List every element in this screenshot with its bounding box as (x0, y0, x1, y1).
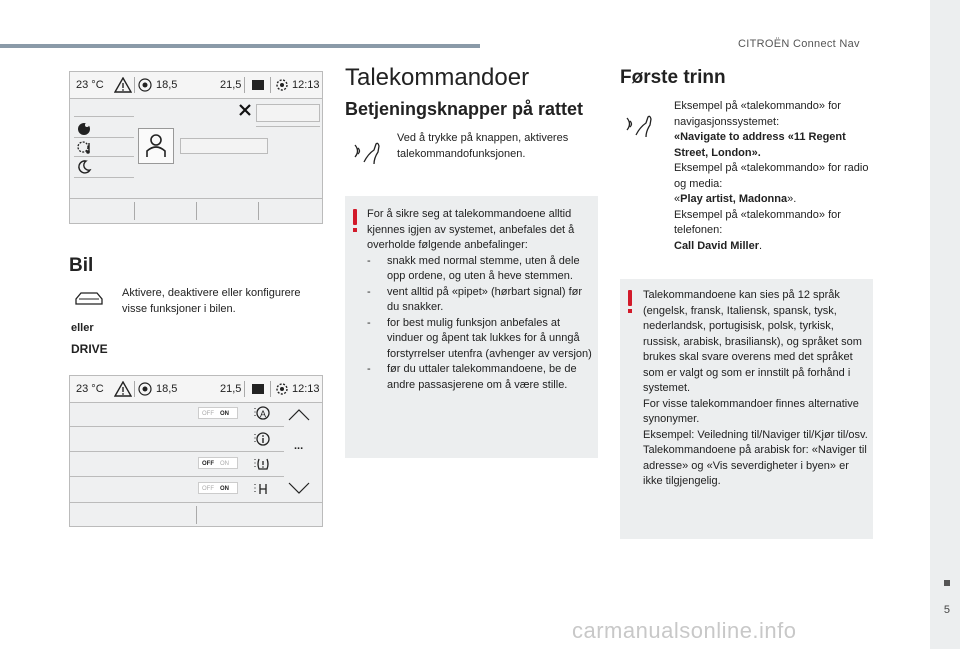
screen-vehicle (69, 375, 323, 527)
status-bar (70, 72, 322, 99)
more-handle: ⋮ (250, 483, 260, 494)
brand-label: CITROËN Connect Nav (738, 38, 860, 50)
note-item: - vent alltid på «pipet» (hørbart signal) før du snakker. (367, 285, 593, 316)
language-note-box (620, 279, 873, 539)
moon-icon[interactable] (76, 159, 92, 175)
note-line: Talekommandoene kan sies på 12 språk (engelsk, fransk, Italiensk, spansk, tysk, nederlandsk, portugisisk, polsk, tyrkisk, russisk, arabisk, brasiliansk), og språket som brukes skal svare overens med det språket som er valgt og som er innstilt på forhånd i systemet. (643, 289, 862, 394)
warning-mark-icon (353, 209, 357, 225)
svg-text:A: A (260, 409, 267, 419)
settings-icon (274, 381, 290, 397)
example-phone-command: Call David Miller. (674, 239, 763, 252)
voice-command-icon (352, 136, 382, 166)
note-content (367, 207, 593, 393)
palette-icon[interactable] (76, 120, 92, 136)
car-icon (73, 289, 105, 309)
left-temp: 18,5 (156, 383, 178, 395)
note-box (345, 196, 598, 458)
note-line: Talekommandoene på arabisk for: «Naviger til adresse» og «Vis severdigheter i byen» er ikke tilgjengelig. (643, 444, 867, 487)
divider (74, 177, 134, 178)
divider (74, 156, 134, 157)
settings-media-icon[interactable] (76, 139, 94, 155)
location-icon (138, 78, 152, 92)
toggle-switch[interactable]: OFF ON (198, 482, 238, 494)
toggle-switch[interactable]: OFF ON (198, 457, 238, 469)
screen-settings (69, 71, 323, 224)
example-radio-command: «Play artist, Madonna». (674, 193, 797, 205)
note-item: - for best mulig funksjon anbefales at vinduer og åpent tak lukkes for å unngå forstyrrelser utenfra (avhenger av versjon) (367, 316, 593, 363)
more-indicator: ... (294, 440, 304, 452)
info-icon (256, 432, 270, 446)
clock: 12:13 (292, 383, 320, 395)
or-label: eller (71, 322, 94, 334)
watermark: carmanualsonline.info (572, 618, 797, 643)
note-line: Eksempel: Veiledning til/Naviger til/Kjør til/osv. (643, 428, 868, 441)
profile-button[interactable] (138, 128, 174, 164)
example-radio-label: Eksempel på «talekommando» for radio og media: (674, 162, 869, 190)
warning-mark-icon (628, 290, 632, 306)
page-marker (944, 580, 950, 586)
divider (256, 126, 320, 127)
phone-icon (250, 382, 266, 396)
tyre-warning-icon (256, 457, 270, 471)
more-handle: ⋮ (250, 433, 260, 444)
outside-temp: 23 °C (76, 383, 104, 395)
outside-temp: 23 °C (76, 79, 104, 91)
toggle-switch[interactable]: OFF ON (198, 407, 238, 419)
location-icon (138, 382, 152, 396)
settings-icon (274, 77, 290, 93)
example-nav-label: Eksempel på «talekommando» for navigasjonssystemet: (674, 100, 841, 128)
example-phone-label: Eksempel på «talekommando» for telefonen: (674, 208, 841, 236)
more-handle: ⋮ (250, 458, 260, 469)
seat-icon (256, 482, 270, 496)
right-temp: 21,5 (220, 383, 242, 395)
note-item: - før du uttaler talekommandoene, be de andre passasjerene om å være stille. (367, 362, 593, 393)
page-number: 5 (943, 604, 950, 616)
note-intro: For å sikre seg at talekommandoene alltid kjennes igjen av systemet, anbefales det å overholde følgende anbefalinger: (367, 208, 575, 251)
note-line: For visse talekommandoer finnes alternative synonymer. (643, 397, 859, 425)
divider (74, 137, 134, 138)
clock: 12:13 (292, 79, 320, 91)
examples (674, 99, 870, 254)
voice-command-icon (624, 109, 654, 139)
page-title: Talekommandoer (345, 64, 530, 91)
tab-field[interactable] (256, 104, 320, 122)
section-subtitle: Betjeningsknapper på rattet (345, 99, 584, 119)
header-rule (0, 44, 480, 48)
divider (70, 198, 322, 199)
note-item: - snakk med normal stemme, uten å dele opp ordene, og uten å heve stemmen. (367, 254, 593, 285)
section-title-forste-trinn: Første trinn (620, 67, 726, 88)
phone-icon (250, 78, 266, 92)
right-temp: 21,5 (220, 79, 242, 91)
user-icon (139, 129, 173, 163)
chevron-up-icon[interactable] (288, 409, 310, 421)
more-handle: ⋮ (250, 407, 260, 418)
example-nav-command: «Navigate to address «11 Regent Street, London». (674, 131, 846, 159)
name-field[interactable] (180, 138, 268, 154)
side-strip (930, 0, 960, 649)
divider (74, 116, 134, 117)
close-icon[interactable] (238, 103, 252, 117)
left-temp: 18,5 (156, 79, 178, 91)
warning-icon (114, 77, 132, 93)
status-bar (70, 376, 322, 403)
warning-icon (114, 381, 132, 397)
chevron-down-icon[interactable] (288, 482, 310, 494)
talekommando-intro: Ved å trykke på knappen, aktiveres talekommandofunksjonen. (397, 132, 569, 160)
section-title-bil: Bil (69, 255, 94, 276)
language-note-content (643, 288, 869, 490)
bil-description: Aktivere, deaktivere eller konfigurere visse funksjoner i bilen. (122, 287, 301, 315)
drive-label: DRIVE (71, 342, 108, 356)
assist-icon (256, 406, 270, 420)
